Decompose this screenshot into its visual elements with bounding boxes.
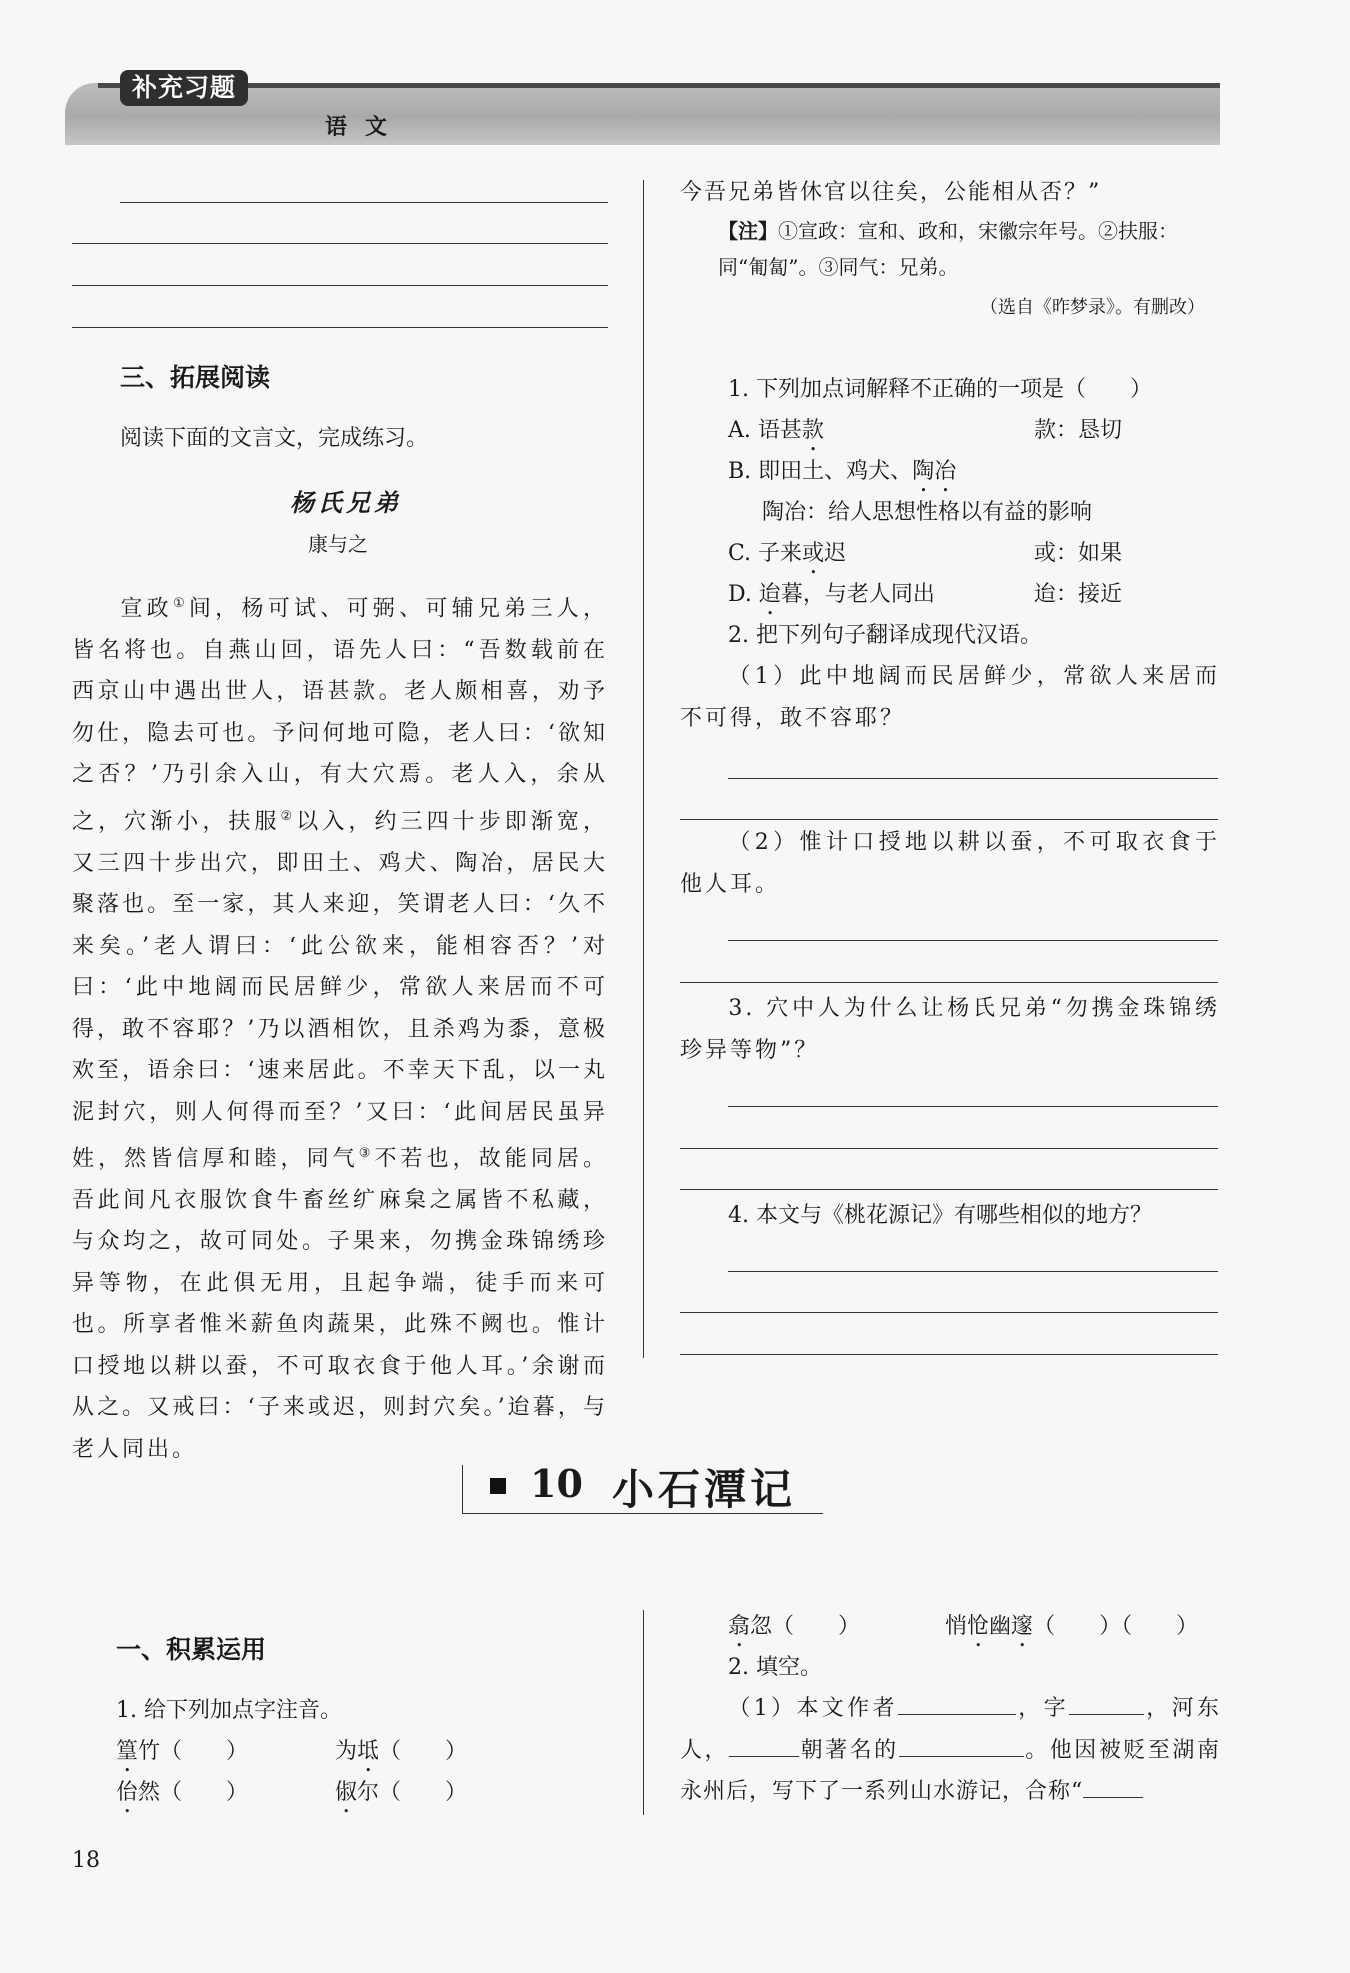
- answer-line: [72, 285, 608, 286]
- answer-line: [680, 1354, 1218, 1355]
- passage-text: 宣政①间，杨可试、可弼、可辅兄弟三人，皆名将也。自燕山回，语先人曰：“吾数载前在西京山中遇出世人，语甚款。老人颇相喜，劝予勿仕，隐去可也。予问何地可隐，老人曰：‘欲知之否？’乃引余入山，有大穴焉。老人入，余从之，穴渐小，扶服②以入，约三四十步即渐宽，又三四十步出穴，即田土、鸡犬、陶冶，居民大聚落也。至一家，其人来迎，笑谓老人曰：‘久不来矣。’老人谓曰：‘此公欲来，能相容否？’对曰：‘此中地阔而民居鲜少，常欲人来居而不可得，敢不容耶？’乃以酒相饮，且杀鸡为黍，意极欢至，语余曰：‘速来居此。不幸天下乱，以一丸泥封穴，则人何得而至？’又曰：‘此间居民虽异姓，然皆信厚和睦，同气③不若也，故能同居。吾此间凡衣服饮食牛畜丝纩麻枲之属皆不私藏，与众均之，故可同处。子果来，勿携金珠锦绣珍异等物，在此俱无用，且起争端，徒手而来可也。所享者惟米薪鱼肉蔬果，此殊不阙也。惟计口授地以耕以蚕，不可取衣食于他人耳。’余谢而从之。又戒曰：‘子来或迟，则封穴矣。’迨暮，与老人同出。: [72, 596, 608, 1462]
- q4-stem: 4. 本文与《桃花源记》有哪些相似的地方？: [728, 1203, 1152, 1228]
- q1-gloss-d: 迨：接近: [1034, 582, 1123, 607]
- answer-line: [728, 1106, 1218, 1107]
- page-number: 18: [72, 1848, 100, 1873]
- lesson-number: 10: [530, 1461, 583, 1506]
- fill-blank[interactable]: [899, 1734, 1024, 1757]
- column-divider: [643, 180, 644, 1358]
- pinyin-item: 俶尔（ ）: [335, 1780, 468, 1805]
- q2-sentence-1: （1）此中地阔而民居鲜少，常欲人来居而不可得，敢不容耶？: [680, 664, 1220, 731]
- lesson-title: 小石潭记: [612, 1465, 797, 1514]
- answer-line: [72, 243, 608, 244]
- header-subject: 语文: [325, 115, 406, 140]
- pinyin-item: 篁竹（ ）: [116, 1739, 249, 1764]
- q1-option-d: D. 迨暮，与老人同出: [728, 582, 935, 607]
- section-heading: 三、拓展阅读: [120, 363, 271, 392]
- q1-stem: 1. 下列加点词解释不正确的一项是（ ）: [728, 377, 1152, 402]
- passage-title: 杨氏兄弟: [290, 488, 402, 517]
- source-note: （选自《昨梦录》。有删改）: [980, 297, 1205, 318]
- answer-line: [680, 1148, 1218, 1149]
- answer-line: [680, 1312, 1218, 1313]
- answer-line: [680, 1189, 1218, 1190]
- notes: 【注】①宣政：宣和、政和，宋徽宗年号。②扶服：同“匍匐”。③同气：兄弟。: [718, 219, 1178, 279]
- pinyin-item: 翕忽（ ）: [728, 1614, 861, 1639]
- column-divider: [643, 1610, 644, 1815]
- answer-line: [728, 940, 1218, 941]
- q1-gloss-c: 或：如果: [1034, 541, 1123, 566]
- pinyin-item: 为坻（ ）: [335, 1739, 468, 1764]
- answer-line: [120, 202, 608, 203]
- header-rule: [98, 83, 1220, 88]
- q2-stem: 2. 把下列句子翻译成现代汉语。: [728, 623, 1042, 648]
- answer-line: [728, 1271, 1218, 1272]
- fill-blank[interactable]: [1069, 1692, 1144, 1715]
- passage-continued: 今吾兄弟皆休官以往矣，公能相从否？”: [680, 180, 1102, 205]
- fill-blank[interactable]: [729, 1734, 799, 1757]
- q2-fill-stem: 2. 填空。: [728, 1655, 822, 1680]
- q1-option-a: A. 语甚款: [728, 418, 824, 443]
- square-bullet-icon: [490, 1478, 506, 1494]
- answer-line: [680, 982, 1218, 983]
- fill-blank[interactable]: [898, 1692, 1016, 1715]
- answer-line: [680, 819, 1218, 820]
- answer-line: [72, 327, 608, 328]
- fill-blank-text: （1）本文作者 ，字 ，河东人， 朝著名的 。他因被贬至湖南永州后，写下了一系列山水游记，合称“: [680, 1688, 1220, 1813]
- section-heading: 一、积累运用: [116, 1635, 267, 1664]
- q1-option-b: B. 即田土、鸡犬、陶冶: [728, 459, 957, 484]
- pinyin-item: 悄怆幽邃（ ）（ ）: [945, 1614, 1199, 1639]
- passage-author: 康与之: [308, 532, 368, 556]
- q1-gloss-a: 款：恳切: [1034, 418, 1123, 443]
- q1-pinyin-stem: 1. 给下列加点字注音。: [116, 1698, 342, 1723]
- q1-option-c: C. 子来或迟: [728, 541, 847, 566]
- instruction-text: 阅读下面的文言文，完成练习。: [120, 426, 429, 451]
- pinyin-item: 佁然（ ）: [116, 1780, 249, 1805]
- answer-line: [728, 778, 1218, 779]
- q2-sentence-2: （2）惟计口授地以耕以蚕，不可取衣食于他人耳。: [680, 830, 1220, 897]
- fill-blank[interactable]: [1083, 1775, 1143, 1798]
- q3-stem: 3. 穴中人为什么让杨氏兄弟“勿携金珠锦绣珍异等物”？: [680, 996, 1220, 1063]
- q1-gloss-b: 陶冶：给人思想性格以有益的影响: [762, 500, 1093, 525]
- header-tag: 补充习题: [120, 70, 248, 106]
